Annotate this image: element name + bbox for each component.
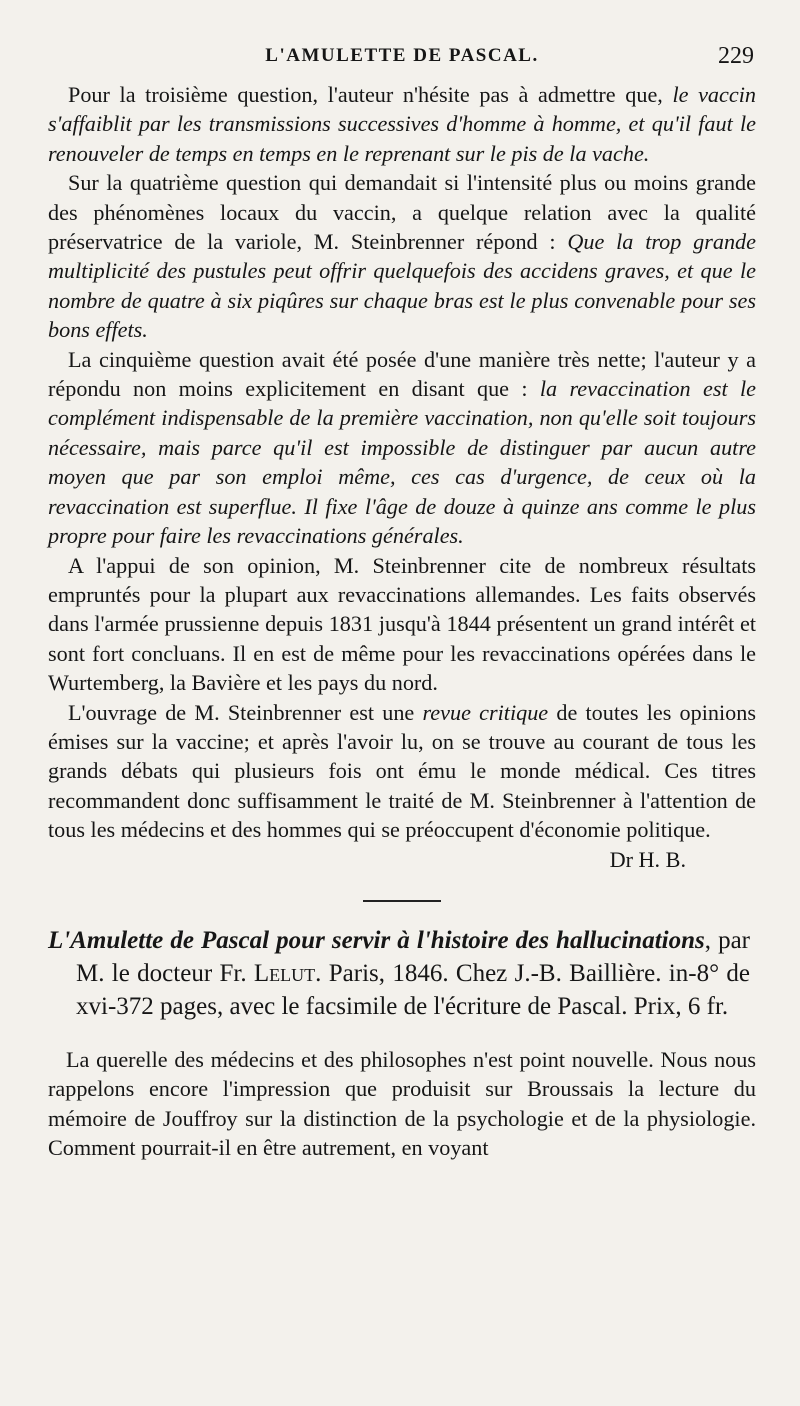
text-segment: A l'appui de son opinion, M. Steinbrenner cite de nombreux résultats empruntés pour la plupart aux revaccinations allemandes. Les faits observés dans l'armée prussienne depuis 1831 jusqu'à 1844 présentent un grand intérêt et sont fort concluans. Il en est de même pour les revaccinations opérées dans le Wurtemberg, la Bavière et les pays du nord. xyxy=(48,552,756,696)
paragraph-fifth-question xyxy=(48,345,756,551)
page-number: 229 xyxy=(718,43,754,69)
page-header xyxy=(48,36,756,76)
signature: Dr H. B. xyxy=(609,846,686,872)
text-segment: de toutes les opinions émises sur la vaccine; et après l'avoir lu, on se trouve au courant de tous les grands débats qui plusieurs fois ont ému le monde médical. Ces titres recommandent donc suffisamment le traité de M. Steinbrenner à l'attention de tous les médecins et des hommes qui se préoccupent d'économie politique. xyxy=(48,699,756,843)
review-continuation xyxy=(48,1045,756,1163)
paragraph-final: La querelle des médecins et des philosophes n'est point nouvelle. Nous nous rappelons encore l'impression que produisit sur Broussais la lecture du mémoire de Jouffroy sur la distinction de la psychologie et de la physiologie. Comment pourrait-il en être autrement, en voyant xyxy=(48,1046,756,1161)
italic-segment: la revaccination est le complément indispensable de la première vaccination, non qu'elle soit toujours nécessaire, mais parce qu'il est impossible de distinguer par aucun autre moyen que par son emploi même, ces cas d'urgence, de ceux où la revaccination est superflue. Il fixe l'âge de douze à quinze ans comme le plus propre pour faire les revaccinations générales. xyxy=(48,376,756,549)
review-text xyxy=(48,80,756,874)
section-divider xyxy=(363,900,441,902)
text-segment: L'ouvrage de M. Steinbrenner est une xyxy=(68,699,423,725)
text-segment: Pour la troisième question, l'auteur n'hésite pas à admettre que, xyxy=(68,82,673,107)
paragraph-third-question xyxy=(48,80,756,168)
italic-segment: revue critique xyxy=(422,699,549,725)
book-reference-heading xyxy=(48,924,750,1023)
text-segment: Sur la quatrième question qui demandait si l'intensité plus ou moins grande des phénomènes locaux du vaccin, a quelque relation avec la qualité préservatrice de la variole, M. Steinbrenner répond : xyxy=(48,170,756,255)
book-ref-by: , par M. le docteur Fr. xyxy=(76,926,750,987)
book-title: L'Amulette de Pascal pour servir à l'histoire des hallucinations xyxy=(48,926,705,954)
running-title: L'AMULETTE DE PASCAL. xyxy=(265,45,539,66)
paragraph-fourth-question xyxy=(48,168,756,344)
paragraph-support xyxy=(48,551,756,698)
italic-segment: Que la trop grande multiplicité des pustules peut offrir quelquefois des accidens graves, et que le nombre de quatre à six piqûres sur chaque bras est le plus convenable pour ses bons effets. xyxy=(48,229,756,343)
text-segment: La cinquième question avait été posée d'une manière très nette; l'auteur y a répondu non moins explicitement en disant que : xyxy=(48,346,756,402)
book-author: Lelut xyxy=(253,959,316,987)
book-ref-details: . Paris, 1846. Chez J.-B. Baillière. in-8° de xvi-372 pages, avec le facsimile de l'écriture de Pascal. Prix, 6 fr. xyxy=(76,959,750,1020)
italic-segment: le vaccin s'affaiblit par les transmissions successives d'homme à homme, et qu'il faut le renouveler de temps en temps en le reprenant sur le pis de la vache. xyxy=(48,82,756,166)
paragraph-conclusion xyxy=(48,698,756,874)
